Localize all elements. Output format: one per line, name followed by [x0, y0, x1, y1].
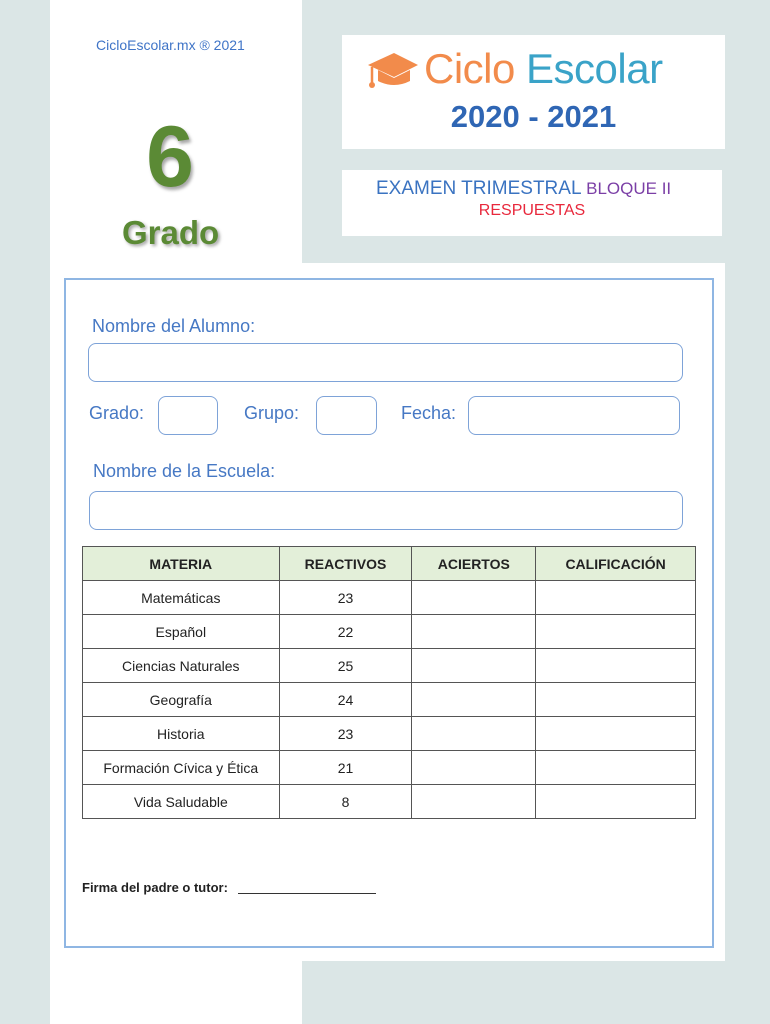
header-materia: MATERIA: [83, 547, 280, 581]
score-cell[interactable]: [536, 717, 696, 751]
site-label: CicloEscolar.mx ® 2021: [96, 37, 245, 53]
items-cell: 24: [279, 683, 412, 717]
table-row: [83, 649, 696, 683]
graduation-cap-icon: [364, 49, 420, 93]
score-cell[interactable]: [536, 751, 696, 785]
table-header-row: [83, 547, 696, 581]
subject-cell: Español: [83, 615, 280, 649]
items-cell: 23: [279, 717, 412, 751]
grade-field[interactable]: [158, 396, 218, 435]
correct-cell[interactable]: [412, 615, 536, 649]
correct-cell[interactable]: [412, 751, 536, 785]
items-cell: 23: [279, 581, 412, 615]
logo-text: [424, 45, 663, 93]
exam-block: BLOQUE II: [586, 179, 672, 198]
logo-box: [342, 35, 725, 149]
signature-line[interactable]: [238, 893, 376, 894]
header-calificacion: CALIFICACIÓN: [536, 547, 696, 581]
table-row: [83, 615, 696, 649]
subject-cell: Matemáticas: [83, 581, 280, 615]
correct-cell[interactable]: [412, 683, 536, 717]
score-cell[interactable]: [536, 683, 696, 717]
table-row: [83, 683, 696, 717]
logo-word-ciclo: Ciclo: [424, 45, 515, 92]
subject-cell: Ciencias Naturales: [83, 649, 280, 683]
date-label: Fecha:: [401, 403, 457, 423]
items-cell: 25: [279, 649, 412, 683]
table-row: [83, 581, 696, 615]
items-cell: 8: [279, 785, 412, 819]
items-cell: 22: [279, 615, 412, 649]
grade-word: Grado: [122, 214, 220, 251]
school-name-label: Nombre de la Escuela:: [93, 461, 276, 481]
exam-title: [376, 178, 671, 200]
student-name-field[interactable]: [88, 343, 683, 382]
header-reactivos: REACTIVOS: [279, 547, 412, 581]
subject-cell: Vida Saludable: [83, 785, 280, 819]
group-field[interactable]: [316, 396, 377, 435]
header-aciertos: ACIERTOS: [412, 547, 536, 581]
correct-cell[interactable]: [412, 717, 536, 751]
subject-cell: Geografía: [83, 683, 280, 717]
exam-type: EXAMEN TRIMESTRAL: [376, 178, 581, 199]
score-cell[interactable]: [536, 785, 696, 819]
score-cell[interactable]: [536, 615, 696, 649]
signature-label: Firma del padre o tutor:: [82, 880, 228, 895]
group-label: Grupo:: [244, 403, 300, 423]
correct-cell[interactable]: [412, 785, 536, 819]
subject-cell: Formación Cívica y Ética: [83, 751, 280, 785]
table-row: [83, 785, 696, 819]
correct-cell[interactable]: [412, 581, 536, 615]
score-cell[interactable]: [536, 649, 696, 683]
grades-table: [82, 546, 696, 819]
subject-cell: Historia: [83, 717, 280, 751]
table-row: [83, 751, 696, 785]
grade-label: Grado:: [89, 403, 145, 423]
date-field[interactable]: [468, 396, 680, 435]
exam-subtitle: RESPUESTAS: [478, 202, 586, 219]
items-cell: 21: [279, 751, 412, 785]
grade-number: 6: [146, 109, 194, 205]
student-name-label: Nombre del Alumno:: [92, 316, 256, 336]
exam-title-box: [342, 170, 722, 236]
correct-cell[interactable]: [412, 649, 536, 683]
logo-word-escolar: Escolar: [526, 45, 663, 92]
school-name-field[interactable]: [89, 491, 683, 530]
score-cell[interactable]: [536, 581, 696, 615]
school-year: 2020 - 2021: [450, 99, 617, 134]
table-row: [83, 717, 696, 751]
